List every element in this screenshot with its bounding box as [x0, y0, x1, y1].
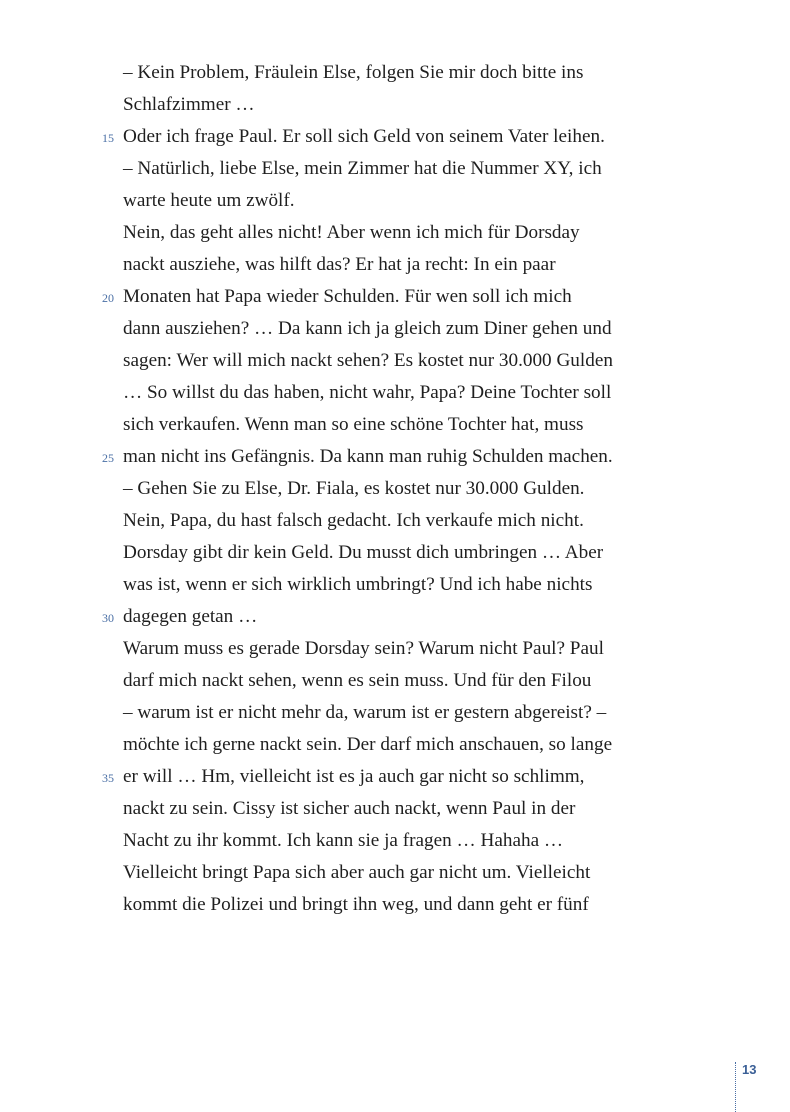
- line-text: – Natürlich, liebe Else, mein Zimmer hat die Nummer XY, ich: [123, 158, 602, 179]
- text-line: [0, 729, 790, 761]
- line-text: darf mich nackt sehen, wenn es sein muss. Und für den Filou: [123, 670, 592, 691]
- text-line: [0, 345, 790, 377]
- line-text: – Kein Problem, Fräulein Else, folgen Sie mir doch bitte ins: [123, 62, 584, 83]
- text-line: [0, 889, 790, 921]
- text-line: [0, 505, 790, 537]
- text-line: [0, 793, 790, 825]
- line-text: Warum muss es gerade Dorsday sein? Warum nicht Paul? Paul: [123, 638, 604, 659]
- line-text: nackt ausziehe, was hilft das? Er hat ja recht: In ein paar: [123, 254, 556, 275]
- text-line: [0, 537, 790, 569]
- line-text: – warum ist er nicht mehr da, warum ist er gestern abgereist? –: [123, 702, 607, 723]
- line-number: 15: [102, 131, 114, 145]
- text-line: [0, 313, 790, 345]
- line-number: 30: [102, 611, 114, 625]
- line-text: sich verkaufen. Wenn man so eine schöne Tochter hat, muss: [123, 414, 584, 435]
- line-text: Monaten hat Papa wieder Schulden. Für wen soll ich mich: [123, 286, 572, 307]
- line-text: möchte ich gerne nackt sein. Der darf mich anschauen, so lange: [123, 734, 613, 755]
- line-number: 20: [102, 291, 114, 305]
- line-number: 25: [102, 451, 114, 465]
- line-text: Nacht zu ihr kommt. Ich kann sie ja fragen … Hahaha …: [123, 830, 564, 851]
- line-text: – Gehen Sie zu Else, Dr. Fiala, es kostet nur 30.000 Gulden.: [123, 478, 585, 499]
- line-text: was ist, wenn er sich wirklich umbringt? Und ich habe nichts: [123, 574, 593, 595]
- text-line: [0, 57, 790, 89]
- line-text: er will … Hm, vielleicht ist es ja auch gar nicht so schlimm,: [123, 766, 585, 787]
- page-number: 13: [742, 1062, 757, 1077]
- text-line: [0, 441, 790, 473]
- line-text: Schlafzimmer …: [123, 94, 255, 115]
- text-line: [0, 665, 790, 697]
- text-line: [0, 761, 790, 793]
- line-text: warte heute um zwölf.: [123, 190, 295, 211]
- text-line: [0, 857, 790, 889]
- text-line: [0, 601, 790, 633]
- text-line: [0, 377, 790, 409]
- text-line: [0, 825, 790, 857]
- line-text: nackt zu sein. Cissy ist sicher auch nackt, wenn Paul in der: [123, 798, 576, 819]
- text-line: [0, 217, 790, 249]
- text-line: [0, 697, 790, 729]
- line-text: Nein, Papa, du hast falsch gedacht. Ich verkaufe mich nicht.: [123, 510, 584, 531]
- text-line: [0, 569, 790, 601]
- line-text: … So willst du das haben, nicht wahr, Papa? Deine Tochter soll: [123, 382, 612, 403]
- line-text: sagen: Wer will mich nackt sehen? Es kostet nur 30.000 Gulden: [123, 350, 613, 371]
- page-footer: [735, 1062, 775, 1112]
- text-line: [0, 121, 790, 153]
- line-text: Nein, das geht alles nicht! Aber wenn ich mich für Dorsday: [123, 222, 580, 243]
- page-number-rule: [735, 1062, 736, 1112]
- text-line: [0, 89, 790, 121]
- line-number: 35: [102, 771, 114, 785]
- text-line: [0, 281, 790, 313]
- text-line: [0, 185, 790, 217]
- line-text: man nicht ins Gefängnis. Da kann man ruhig Schulden machen.: [123, 446, 613, 467]
- text-line: [0, 249, 790, 281]
- body-text: [0, 57, 790, 921]
- line-text: Oder ich frage Paul. Er soll sich Geld von seinem Vater leihen.: [123, 126, 605, 147]
- text-line: [0, 473, 790, 505]
- line-text: Vielleicht bringt Papa sich aber auch gar nicht um. Vielleicht: [123, 862, 591, 883]
- line-text: dann ausziehen? … Da kann ich ja gleich zum Diner gehen und: [123, 318, 612, 339]
- line-text: Dorsday gibt dir kein Geld. Du musst dich umbringen … Aber: [123, 542, 604, 563]
- text-line: [0, 409, 790, 441]
- text-line: [0, 153, 790, 185]
- line-text: kommt die Polizei und bringt ihn weg, und dann geht er fünf: [123, 894, 589, 915]
- line-text: dagegen getan …: [123, 606, 258, 627]
- text-line: [0, 633, 790, 665]
